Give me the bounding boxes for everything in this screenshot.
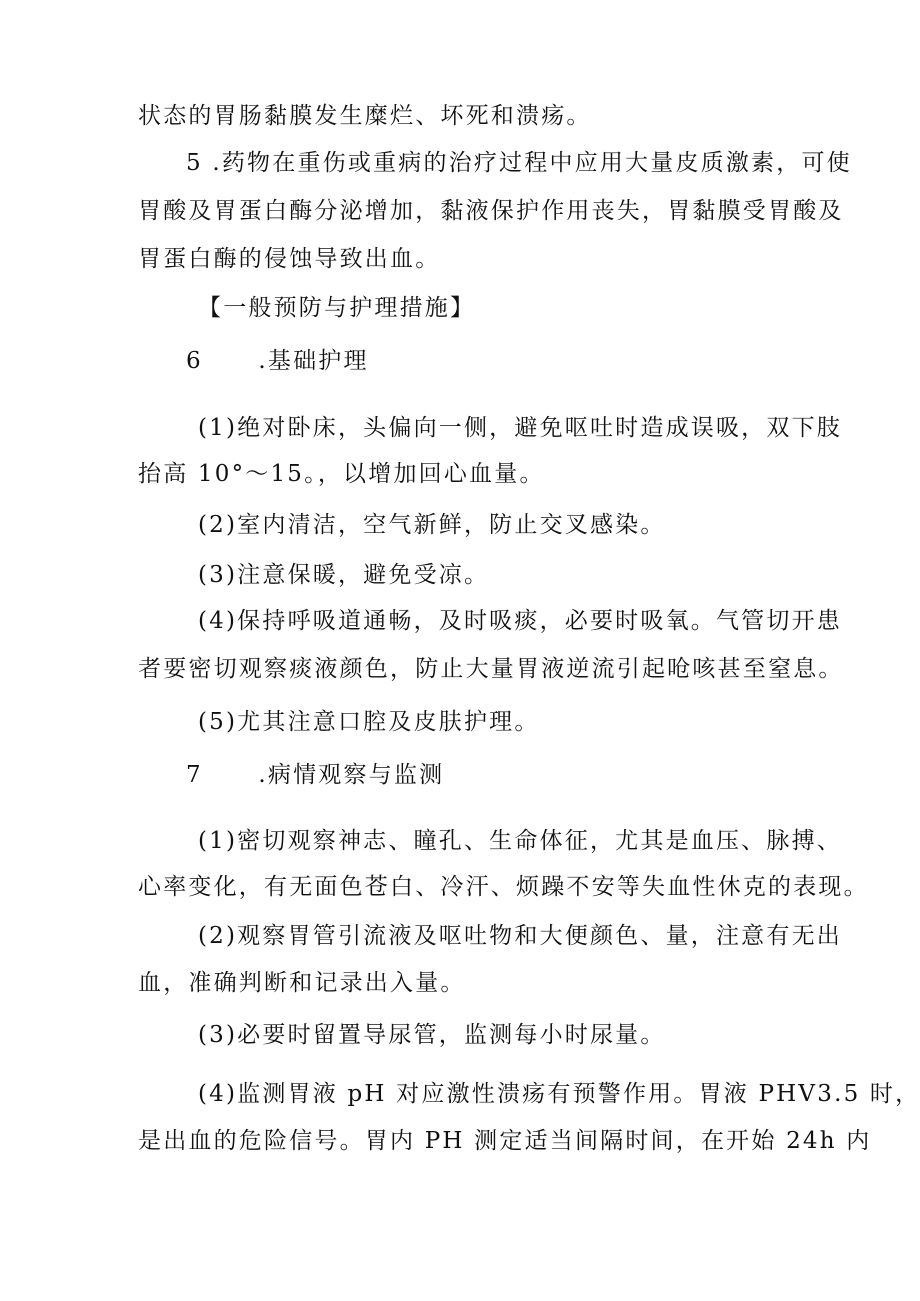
paragraph-line: 者要密切观察痰液颜色，防止大量胃液逆流引起呛咳甚至窒息。 bbox=[138, 656, 844, 682]
paragraph-line: (4)监测胃液 pH 对应激性溃疡有预警作用。胃液 PHV3.5 时， bbox=[198, 1081, 920, 1107]
heading-number: 7 bbox=[186, 762, 203, 788]
section-heading: 【一般预防与护理措施】 bbox=[198, 295, 476, 321]
paragraph-line: (1)密切观察神志、瞳孔、生命体征，尤其是血压、脉搏、 bbox=[198, 828, 842, 854]
numbered-heading bbox=[186, 760, 444, 790]
heading-text: .病情观察与监测 bbox=[258, 762, 445, 788]
paragraph-line: 是出血的危险信号。胃内 PH 测定适当间隔时间，在开始 24h 内 bbox=[138, 1128, 872, 1154]
paragraph-line: (3)注意保暖，避免受凉。 bbox=[198, 562, 490, 588]
paragraph-line: (5)尤其注意口腔及皮肤护理。 bbox=[198, 709, 540, 735]
numbered-heading bbox=[186, 346, 369, 376]
paragraph-line: 抬高 10°～15。，以增加回心血量。 bbox=[138, 461, 545, 487]
paragraph-line: 胃酸及胃蛋白酶分泌增加，黏液保护作用丧失，胃黏膜受胃酸及 bbox=[138, 198, 844, 224]
heading-number: 6 bbox=[186, 348, 203, 374]
paragraph-line: 5 .药物在重伤或重病的治疗过程中应用大量皮质激素，可使 bbox=[186, 150, 852, 176]
heading-text: .基础护理 bbox=[258, 348, 369, 374]
paragraph-line: 血，准确判断和记录出入量。 bbox=[138, 970, 466, 996]
paragraph-line: (3)必要时留置导尿管，监测每小时尿量。 bbox=[198, 1022, 666, 1048]
paragraph-line: (2)室内清洁，空气新鲜，防止交叉感染。 bbox=[198, 512, 666, 538]
paragraph-line: (1)绝对卧床，头偏向一侧，避免呕吐时造成误吸，双下肢 bbox=[198, 415, 842, 441]
paragraph-line: 胃蛋白酶的侵蚀导致出血。 bbox=[138, 246, 441, 272]
paragraph-line: (2)观察胃管引流液及呕吐物和大便颜色、量，注意有无出 bbox=[198, 923, 842, 949]
paragraph-line: 状态的胃肠黏膜发生糜烂、坏死和溃疡。 bbox=[138, 103, 592, 129]
paragraph-line: 心率变化，有无面色苍白、冷汗、烦躁不安等失血性休克的表现。 bbox=[138, 874, 869, 900]
paragraph-line: (4)保持呼吸道通畅，及时吸痰，必要时吸氧。气管切开患 bbox=[198, 608, 842, 634]
